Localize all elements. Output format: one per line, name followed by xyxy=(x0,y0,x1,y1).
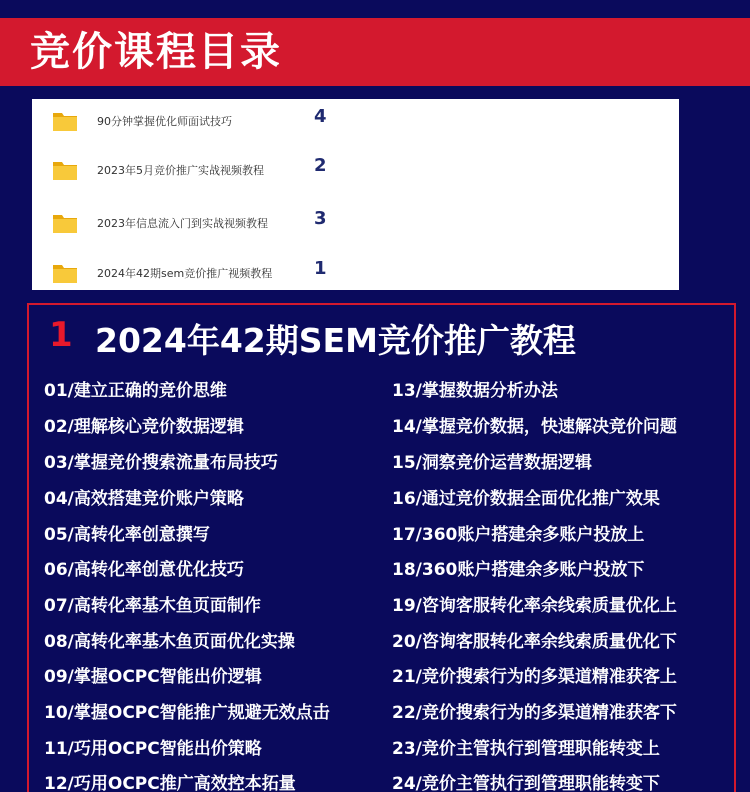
lesson-item: 16/通过竞价数据全面优化推广效果 xyxy=(392,489,660,509)
folder-name: 2023年5月竞价推广实战视频教程 xyxy=(97,164,264,177)
folder-count: 1 xyxy=(314,258,327,279)
lesson-item: 21/竞价搜索行为的多渠道精准获客上 xyxy=(392,667,677,687)
lesson-item: 13/掌握数据分析办法 xyxy=(392,381,558,401)
folder-count: 2 xyxy=(314,155,327,176)
lesson-item: 01/建立正确的竞价思维 xyxy=(44,381,227,401)
folder-icon xyxy=(52,212,78,234)
course-outline xyxy=(27,303,736,792)
lesson-item: 12/巧用OCPC推广高效控本拓量 xyxy=(44,774,296,792)
folder-count: 4 xyxy=(314,106,327,127)
lesson-item: 11/巧用OCPC智能出价策略 xyxy=(44,739,262,759)
folder-name: 2024年42期sem竞价推广视频教程 xyxy=(97,267,273,280)
folder-item[interactable] xyxy=(32,204,679,244)
folder-list xyxy=(32,99,679,290)
lesson-item: 20/咨询客服转化率余线索质量优化下 xyxy=(392,632,677,652)
folder-item[interactable] xyxy=(32,254,679,294)
lesson-item: 24/竞价主管执行到管理职能转变下 xyxy=(392,774,660,792)
lesson-item: 07/高转化率基木鱼页面制作 xyxy=(44,596,261,616)
lesson-item: 03/掌握竞价搜索流量布局技巧 xyxy=(44,453,278,473)
folder-icon xyxy=(52,262,78,284)
lesson-item: 10/掌握OCPC智能推广规避无效点击 xyxy=(44,703,330,723)
folder-name: 90分钟掌握优化师面试技巧 xyxy=(97,115,232,128)
page-title: 竞价课程目录 xyxy=(30,29,282,75)
folder-item[interactable] xyxy=(32,102,679,142)
folder-icon xyxy=(52,110,78,132)
course-number: 1 xyxy=(49,315,73,355)
lesson-item: 08/高转化率基木鱼页面优化实操 xyxy=(44,632,295,652)
lesson-item: 22/竞价搜索行为的多渠道精准获客下 xyxy=(392,703,677,723)
lesson-item: 02/理解核心竞价数据逻辑 xyxy=(44,417,244,437)
lesson-item: 14/掌握竞价数据，快速解决竞价问题 xyxy=(392,417,677,437)
lesson-item: 15/洞察竞价运营数据逻辑 xyxy=(392,453,592,473)
lesson-item: 05/高转化率创意撰写 xyxy=(44,525,210,545)
course-title: 2024年42期SEM竞价推广教程 xyxy=(95,321,576,360)
folder-icon xyxy=(52,159,78,181)
lesson-item: 06/高转化率创意优化技巧 xyxy=(44,560,244,580)
lesson-item: 23/竞价主管执行到管理职能转变上 xyxy=(392,739,660,759)
folder-name: 2023年信息流入门到实战视频教程 xyxy=(97,217,268,230)
folder-count: 3 xyxy=(314,208,327,229)
lesson-item: 09/掌握OCPC智能出价逻辑 xyxy=(44,667,262,687)
lesson-item: 04/高效搭建竞价账户策略 xyxy=(44,489,244,509)
lesson-item: 18/360账户搭建余多账户投放下 xyxy=(392,560,645,580)
lesson-item: 17/360账户搭建余多账户投放上 xyxy=(392,525,645,545)
header-banner xyxy=(0,18,750,86)
lesson-item: 19/咨询客服转化率余线索质量优化上 xyxy=(392,596,677,616)
folder-item[interactable] xyxy=(32,151,679,191)
